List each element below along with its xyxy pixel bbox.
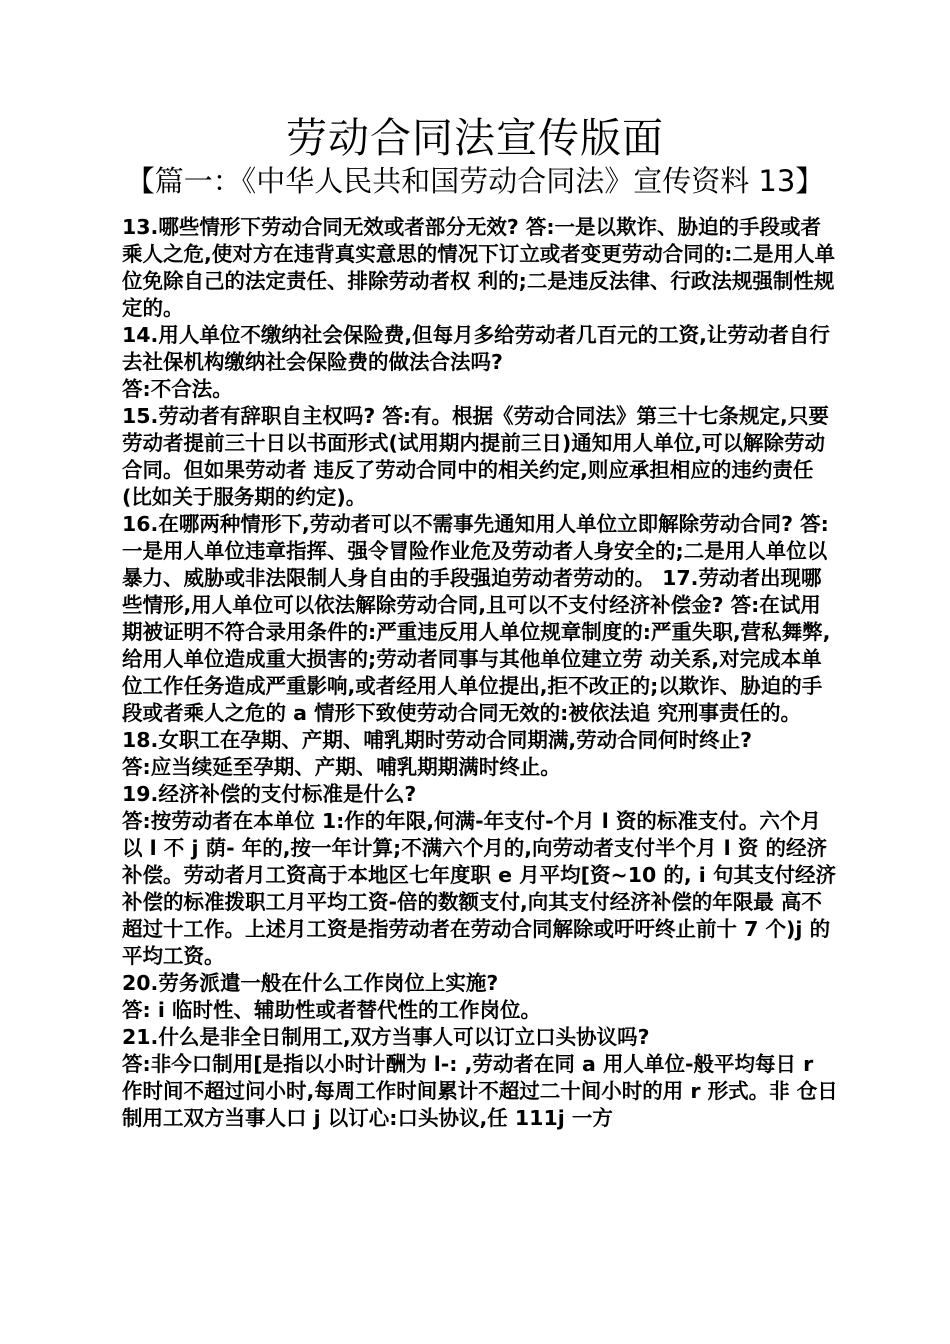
paragraph: 21.什么是非全日制用工,双方当事人可以订立口头协议吗? <box>122 1025 650 1049</box>
paragraph: 19.经济补偿的支付标准是什么? <box>122 782 417 806</box>
paragraph: 16.在哪两种情形下,劳动者可以不需事先通知用人单位立即解除劳动合同? 答:一是用人单位违章指挥、强令冒险作业危及劳动者人身安全的;二是用人单位以暴力、威胁或非法限制人身自由的手段强迫劳动者劳动的。 17.劳动者出现哪些情形,用人单位可以依法解除劳动合同,且可以不支付经济补偿金? 答:在试用期被证明不符合录用条件的:严重违反用人单位规章制度的:严重失职,营私舞弊,给用人单位造成重大损害的;劳动者同事与其他单位建立劳 动关系,对完成本单位工作任务造成严重影响,或者经用人单位提出,拒不改正的;以欺诈、胁迫的手段或者乘人之危的 a 情形下致使劳动合同无效的:被依法追 究刑事责任的。 <box>122 512 831 725</box>
paragraph: 答: i 临时性、辅助性或者替代性的工作岗位。 <box>122 998 541 1022</box>
paragraph: 13.哪些情形下劳动合同无效或者部分无效? 答:一是以欺诈、胁迫的手段或者乘人之危,使对方在违背真实意思的情况下订立或者变更劳动合同的:二是用人单位免除自己的法定责任、排除劳动者权 利的;二是违反法律、行政法规强制性规定的。 <box>122 215 835 320</box>
document-body <box>117 214 839 1132</box>
paragraph: 14.用人单位不缴纳社会保险费,但每月多给劳动者几百元的工资,让劳动者自行去社保机构缴纳社会保险费的做法合法吗? <box>122 323 830 374</box>
page-title: 劳动合同法宣传版面 <box>286 114 664 162</box>
paragraph: 答:按劳动者在本单位 1:作的年限,何满-年支付-个月 l 资的标准支付。六个月以 l 不 j 荫- 年的,按一年计算;不满六个月的,向劳动者支付半个月 l 资 的经济补偿。劳动者月工资高于本地区七年度职 e 月平均[资~10 的, i 句其支付经济补偿的标准拨职工月平均工资-倍的数额支付,向其支付经济补偿的年限最 高不超过十工作。上述月工资是指劳动者在劳动合同解除或吁吁终止前十 7 个)j 的平均工资。 <box>122 809 836 968</box>
page-subtitle: 【篇一：《中华人民共和国劳动合同法》宣传资料 13】 <box>125 164 825 198</box>
paragraph: 18.女职工在孕期、产期、哺乳期时劳动合同期满,劳动合同何时终止? <box>122 728 752 752</box>
paragraph: 答:不合法。 <box>122 377 233 401</box>
paragraph: 答:非今口制用[是指以小时计酬为 l-: ,劳动者在同 a 用人单位-般平均每日 r 作时间不超过问小时,每周工作时间累计不超过二十间小时的用 r 形式。非 仓日制用工双方当事人口 j 以订心:口头协议,任 111j 一方 <box>122 1052 838 1130</box>
paragraph: 答:应当续延至孕期、产期、哺乳期期满时终止。 <box>122 755 561 779</box>
paragraph: 15.劳动者有辞职自主权吗? 答:有。根据《劳动合同法》第三十七条规定,只要劳动者提前三十日以书面形式(试用期内提前三日)通知用人单位,可以解除劳动合同。但如果劳动者 违反了劳动合同中的相关约定,则应承担相应的违约责任(比如关于服务期的约定)。 <box>122 404 829 509</box>
paragraph: 20.劳务派遣一般在什么工作岗位上实施? <box>122 971 499 995</box>
